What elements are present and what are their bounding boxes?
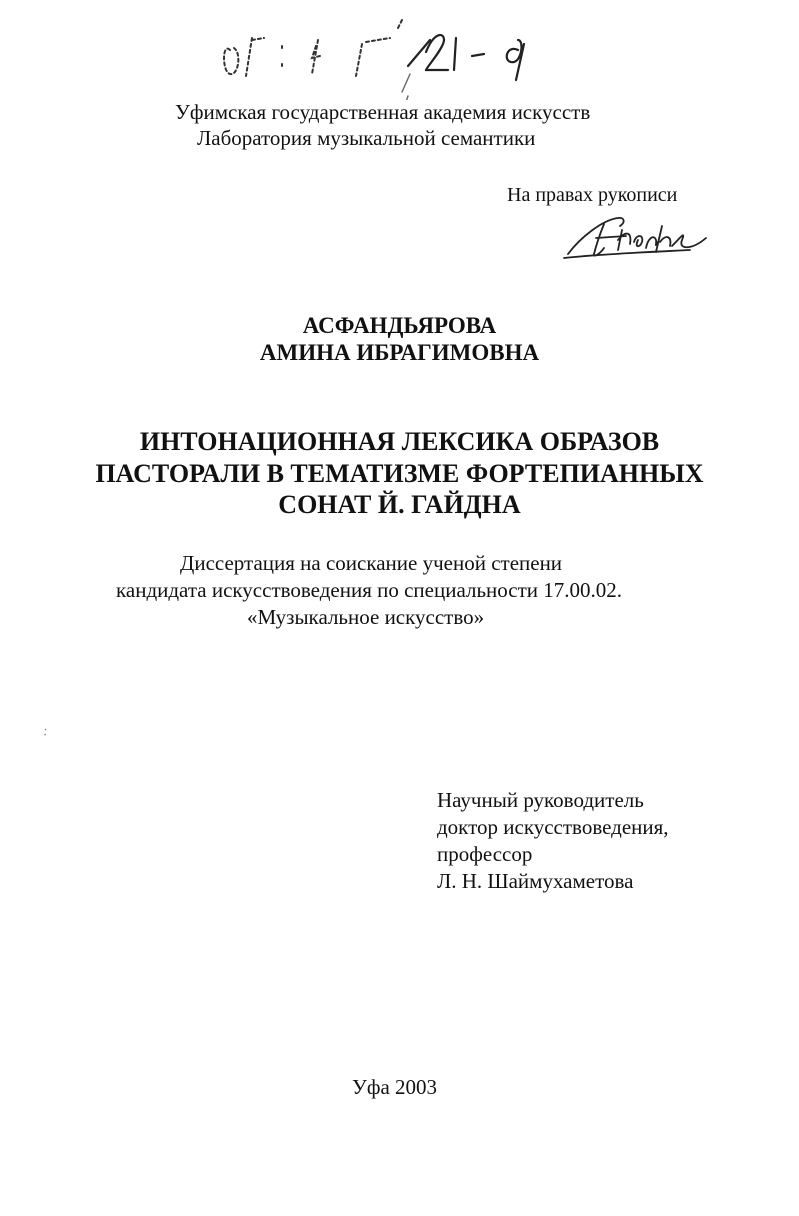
title-line-1: ИНТОНАЦИОННАЯ ЛЕКСИКА ОБРАЗОВ bbox=[139, 427, 660, 456]
dissertation-line-1: Диссертация на соискание ученой степени bbox=[180, 551, 563, 575]
archive-stamp bbox=[212, 10, 572, 100]
title-line-2: ПАСТОРАЛИ В ТЕМАТИЗМЕ ФОРТЕПИАННЫХ bbox=[95, 459, 704, 488]
laboratory-name: Лаборатория музыкальной семантики bbox=[197, 126, 536, 150]
advisor-rank: профессор bbox=[437, 842, 533, 866]
author-surname: АСФАНДЬЯРОВА bbox=[302, 313, 497, 338]
handwritten-signature bbox=[560, 208, 710, 264]
advisor-name: Л. Н. Шаймухаметова bbox=[437, 869, 634, 893]
academy-name: Уфимская государственная академия искусств bbox=[175, 100, 591, 124]
advisor-degree: доктор искусствоведения, bbox=[437, 815, 669, 839]
dissertation-line-2: кандидата искусствоведения по специальности 17.00.02. bbox=[116, 578, 623, 602]
title-line-3: СОНАТ Й. ГАЙДНА bbox=[278, 490, 521, 519]
place-and-year: Уфа 2003 bbox=[352, 1075, 438, 1099]
manuscript-rights-note: На правах рукописи bbox=[507, 184, 678, 206]
advisor-role: Научный руководитель bbox=[437, 788, 644, 812]
author-given-names: АМИНА ИБРАГИМОВНА bbox=[259, 340, 540, 365]
scan-speck bbox=[44, 723, 47, 731]
dissertation-line-3: «Музыкальное искусство» bbox=[247, 605, 485, 629]
